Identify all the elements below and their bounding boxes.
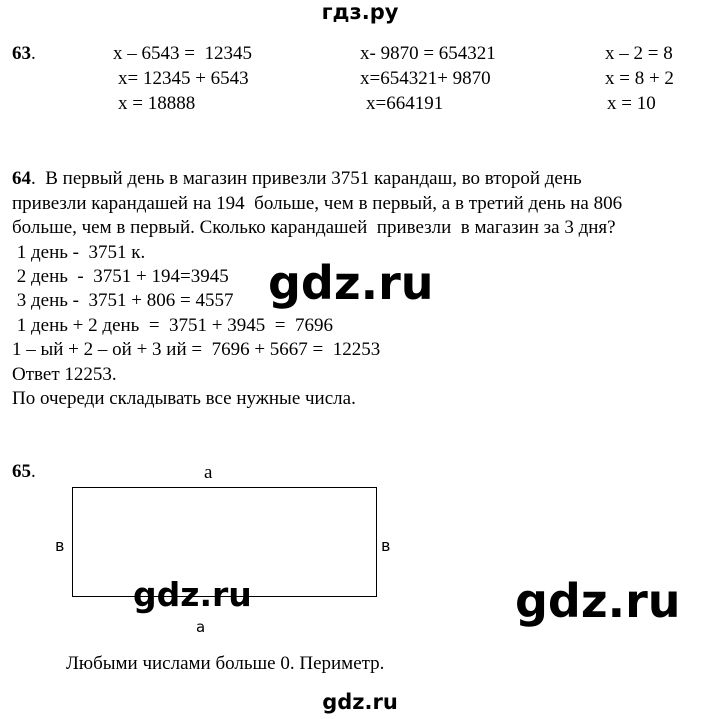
task-64-line2: привезли карандашей на 194 больше, чем в первый, а в третий день на 806 [12,193,623,214]
rect-label-left: в [55,536,65,555]
task-63-col2-line3: x=664191 [366,93,444,114]
task-64-line3: больше, чем в первый. Сколько карандашей привезли в магазин за 3 дня? [12,217,616,238]
task-63-col2-line1: x- 9870 = 654321 [360,43,496,64]
task-63-col1-line1: x – 6543 = 12345 [113,43,252,64]
task-64-first-line [12,169,582,188]
task-63-col1-line2: x= 12345 + 6543 [118,68,249,89]
watermark-middle: gdz.ru [268,256,434,310]
task-65-number-suffix: . [31,461,36,482]
task-63-number-suffix: . [31,43,36,64]
rect-label-right: в [381,536,391,555]
task-64-line5: 2 день - 3751 + 194=3945 [12,266,229,287]
task-63-col2-line2: x=654321+ 9870 [360,68,491,89]
site-title: гдз.ру [321,0,399,24]
task-63-col3-line2: x = 8 + 2 [605,68,674,89]
watermark-footer: gdz.ru [322,690,398,714]
task-65-number: 65 [12,461,31,482]
watermark-large: gdz.ru [515,574,681,628]
task-63-col3-line3: x = 10 [607,93,656,114]
task-65-label [12,462,36,481]
task-64-line7: 1 день + 2 день = 3751 + 3945 = 7696 [12,315,333,336]
task-63-label [12,44,36,63]
task-63-col1-line3: x = 18888 [118,93,196,114]
rect-label-bottom: а [196,618,206,636]
task-63-number: 63 [12,43,31,64]
task-63-col3-line1: x – 2 = 8 [605,43,673,64]
task-65-caption: Любыми числами больше 0. Периметр. [66,653,385,674]
task-64-number: 64 [12,168,31,189]
task-64-line6: 3 день - 3751 + 806 = 4557 [12,290,234,311]
task-64-line10: По очереди складывать все нужные числа. [12,388,356,409]
task-64-number-suffix: . [31,168,36,189]
rect-label-top: а [204,462,213,483]
task-64-line4: 1 день - 3751 к. [12,242,146,263]
watermark-small: gdz.ru [133,575,252,614]
task-64-problem-line1: В первый день в магазин привезли 3751 карандаш, во второй день [35,168,582,189]
task-64-line9: Ответ 12253. [12,364,117,385]
task-64-line8: 1 – ый + 2 – ой + 3 ий = 7696 + 5667 = 12253 [12,339,381,360]
